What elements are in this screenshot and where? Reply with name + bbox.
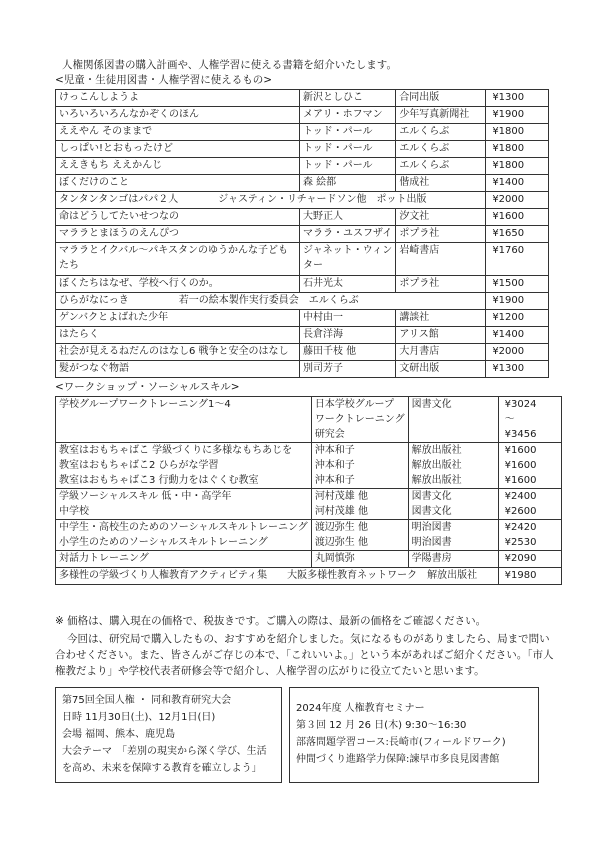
book-publisher-line: 図書文化 — [411, 506, 452, 517]
book-publisher-line: 明治図書 — [411, 522, 452, 533]
book-price: ¥1800 — [486, 124, 549, 141]
book-author: メアリ・ホフマン — [300, 107, 396, 124]
book-publisher: 偕成社 — [396, 175, 486, 192]
book-title: 社会が見えるねだんのはなし6 戦争と安全のはなし — [56, 344, 300, 361]
book-price-line: ¥1600 — [504, 475, 537, 486]
book-publisher: 文研出版 — [396, 361, 486, 378]
book-title-line: 小学生のためのソーシャルスキルトレーニング — [59, 537, 268, 548]
table-row — [56, 226, 549, 243]
book-author — [311, 520, 408, 551]
book-title — [56, 397, 312, 443]
book-publisher: 汐文社 — [396, 209, 486, 226]
book-title: いろいろいろんなかぞくのほん — [56, 107, 300, 124]
book-price: ¥2000 — [486, 192, 549, 209]
conference-theme-2: を高め、未来を保障する教育を確立しよう」 — [62, 763, 262, 774]
book-price — [498, 551, 561, 568]
book-price: ¥1300 — [486, 361, 549, 378]
children-books-table — [55, 89, 549, 378]
book-entry-merged: タンタンタンゴはパパ２人 ジャスティン・リチャードソン他 ポット出版 — [56, 192, 486, 209]
book-author — [311, 551, 408, 568]
book-author-line: 日本学校グループ — [314, 399, 395, 410]
book-author: トッド・パール — [300, 124, 396, 141]
book-title: 髪がつなぐ物語 — [56, 361, 300, 378]
price-note: ※ 価格は、購入現在の価格で、税抜きです。ご購入の際は、最新の価格をご確認ください。 — [55, 615, 487, 627]
book-publisher: 合同出版 — [396, 90, 486, 107]
conference-date: 日時 11月30日(土)、12月1日(日) — [62, 712, 216, 723]
book-price: ¥1650 — [486, 226, 549, 243]
book-title: ええやん そのままで — [56, 124, 300, 141]
book-price-line: ¥2600 — [504, 506, 537, 517]
book-price-line: ¥2090 — [504, 553, 537, 564]
book-title-line: 教室はおもちゃばこ2 ひらがな学習 — [59, 460, 219, 471]
book-price: ¥1800 — [486, 158, 549, 175]
workshop-books-table — [55, 396, 562, 585]
book-author: 別司芳子 — [300, 361, 396, 378]
book-price: ¥1600 — [486, 209, 549, 226]
book-publisher — [408, 520, 498, 551]
book-author-line: 研究会 — [314, 429, 345, 440]
seminar-course-2: 仲間づくり進路学力保障:諫早市多良見図書館 — [296, 754, 500, 765]
book-price: ¥1400 — [486, 175, 549, 192]
book-author-line: 沖本和子 — [314, 460, 355, 471]
book-author: ジャネット・ウィンター — [300, 243, 396, 276]
book-price-line: ¥2530 — [504, 537, 537, 548]
book-author-line: 沖本和子 — [314, 475, 355, 486]
book-title-line: 学級ソーシャルスキル 低・中・高学年 — [59, 491, 232, 502]
book-price: ¥1400 — [486, 327, 549, 344]
book-publisher: 大月書店 — [396, 344, 486, 361]
book-publisher-line: 解放出版社 — [411, 445, 462, 456]
book-title: マララとイクバル～パキスタンのゆうかんな子どもたち — [56, 243, 300, 276]
conference-theme-1: 大会テーマ 「差別の現実から深く学び、生活 — [62, 746, 267, 757]
book-author-line: 渡辺弥生 他 — [314, 537, 368, 548]
book-publisher: エルくらぶ — [396, 158, 486, 175]
book-author — [311, 489, 408, 520]
book-price: ¥1200 — [486, 310, 549, 327]
section1-title: <児童・生徒用図書・人権学習に使えるもの> — [55, 74, 273, 86]
book-author: 中村由一 — [300, 310, 396, 327]
seminar-course-1: 部落問題学習コース:長崎市(フィールドワーク) — [296, 737, 506, 748]
seminar-info-box — [289, 687, 539, 783]
book-publisher: エルくらぶ — [396, 141, 486, 158]
book-title-line: 学校グループワークトレーニング1～4 — [59, 399, 231, 410]
book-price: ¥1900 — [486, 293, 549, 310]
table-row — [56, 293, 549, 310]
book-publisher — [408, 551, 498, 568]
intro-text: 人権関係図書の購入計画や、人権学習に使える書籍を紹介いたします。 — [62, 59, 397, 71]
table-row — [56, 276, 549, 293]
book-author-line: ワークトレーニング — [314, 414, 405, 425]
book-price: ¥1760 — [486, 243, 549, 276]
book-author: 藤田千枝 他 — [300, 344, 396, 361]
book-publisher — [408, 397, 498, 443]
conference-venue: 会場 福岡、熊本、鹿児島 — [62, 729, 176, 740]
table-row — [56, 158, 549, 175]
book-publisher: ポプラ社 — [396, 276, 486, 293]
book-author-line: 沖本和子 — [314, 445, 355, 456]
table-row — [56, 192, 549, 209]
book-author-line: 河村茂雄 他 — [314, 491, 368, 502]
conference-info-box — [55, 687, 282, 783]
book-author: 長倉洋海 — [300, 327, 396, 344]
seminar-title: 2024年度 人権教育セミナー — [296, 703, 425, 714]
book-title: はたらく — [56, 327, 300, 344]
book-author: 森 絵都 — [300, 175, 396, 192]
book-publisher: ポプラ社 — [396, 226, 486, 243]
table-row — [56, 327, 549, 344]
book-publisher-line: 解放出版社 — [411, 475, 462, 486]
table-row — [56, 124, 549, 141]
book-author: 新沢としひこ — [300, 90, 396, 107]
book-title: 命はどうしてたいせつなの — [56, 209, 300, 226]
book-author: トッド・パール — [300, 141, 396, 158]
book-author: トッド・パール — [300, 158, 396, 175]
table-row — [56, 107, 549, 124]
book-price — [498, 568, 561, 585]
section2-title: <ワークショップ・ソーシャルスキル> — [55, 381, 240, 393]
book-publisher: アリス館 — [396, 327, 486, 344]
book-author-line: 河村茂雄 他 — [314, 506, 368, 517]
table-row — [56, 310, 549, 327]
book-price-line: ¥1600 — [504, 445, 537, 456]
book-title — [56, 489, 312, 520]
table-row — [56, 489, 562, 520]
book-title: けっこんしようよ — [56, 90, 300, 107]
book-price: ¥1500 — [486, 276, 549, 293]
table-row — [56, 141, 549, 158]
book-author: 大野正人 — [300, 209, 396, 226]
book-price: ¥1300 — [486, 90, 549, 107]
book-price-line: ¥1980 — [504, 570, 537, 581]
seminar-date: 第３回 12 月 26 日(木) 9:30～16:30 — [296, 720, 467, 731]
book-publisher-line: 学陽書房 — [411, 553, 452, 564]
book-publisher — [408, 489, 498, 520]
book-title: ぼくだけのこと — [56, 175, 300, 192]
book-title — [56, 551, 312, 568]
book-author: 石井光太 — [300, 276, 396, 293]
book-title: ええきもち ええかんじ — [56, 158, 300, 175]
table-row — [56, 175, 549, 192]
book-price-line: ¥2420 — [504, 522, 537, 533]
book-price: ¥2000 — [486, 344, 549, 361]
book-title: ゲンバクとよばれた少年 — [56, 310, 300, 327]
book-publisher: 少年写真新聞社 — [396, 107, 486, 124]
table-row — [56, 551, 562, 568]
book-author-line: 丸岡慎弥 — [314, 553, 355, 564]
book-title: しっぱい!とおもったけど — [56, 141, 300, 158]
book-price — [498, 397, 561, 443]
table-row — [56, 443, 562, 489]
table-row — [56, 344, 549, 361]
table-row — [56, 209, 549, 226]
table-row — [56, 361, 549, 378]
table-row — [56, 243, 549, 276]
book-price: ¥1800 — [486, 141, 549, 158]
table-row — [56, 520, 562, 551]
table-row — [56, 568, 562, 585]
book-price-line: ¥2400 — [504, 491, 537, 502]
book-title-line: 教室はおもちゃばこ 学級づくりに多様なもちあじを — [59, 445, 293, 456]
book-publisher-line: 図書文化 — [411, 491, 452, 502]
book-title-line: 教室はおもちゃばこ3 行動力をはぐくむ教室 — [59, 475, 259, 486]
book-publisher: エルくらぶ — [396, 124, 486, 141]
book-price-line: ¥3456 — [504, 429, 537, 440]
book-title-line: 中学生・高校生のためのソーシャルスキルトレーニング — [59, 522, 308, 533]
book-price-line: ～ — [504, 414, 515, 425]
book-price — [498, 443, 561, 489]
book-price — [498, 520, 561, 551]
book-title — [56, 443, 312, 489]
book-author — [311, 443, 408, 489]
book-title — [56, 520, 312, 551]
book-author: マララ・ユスフザイ — [300, 226, 396, 243]
book-price-line: ¥3024 — [504, 399, 537, 410]
closing-message: 今回は、研究局で購入したもの、おすすめを紹介しました。気になるものがありましたら、局まで問い合わせください。また、皆さんがご存じの本で、「これいいよ。」という本があればご紹介ください。「市人権教だより」や学校代表者研修会等で紹介し、人権学習の広がりに役立てたいと思います。 — [55, 633, 554, 677]
book-price-line: ¥1600 — [504, 460, 537, 471]
book-price: ¥1900 — [486, 107, 549, 124]
book-entry-merged: ひらがなにっき 若一の絵本製作実行委員会 エルくらぶ — [56, 293, 486, 310]
book-title: マララとまほうのえんぴつ — [56, 226, 300, 243]
table-row — [56, 397, 562, 443]
conference-title: 第75回全国人権 ・ 同和教育研究大会 — [62, 695, 232, 706]
book-author-line: 渡辺弥生 他 — [314, 522, 368, 533]
book-author — [311, 397, 408, 443]
book-publisher-line: 解放出版社 — [411, 460, 462, 471]
table-row — [56, 90, 549, 107]
book-publisher-line: 明治図書 — [411, 537, 452, 548]
book-publisher — [408, 443, 498, 489]
book-price — [498, 489, 561, 520]
book-publisher-line: 図書文化 — [411, 399, 452, 410]
book-title-line: 中学校 — [59, 506, 89, 517]
book-publisher: 講談社 — [396, 310, 486, 327]
book-title: ぼくたちはなぜ、学校へ行くのか。 — [56, 276, 300, 293]
book-entry-merged: 多様性の学級づくり人権教育アクティビティ集 大阪多様性教育ネットワーク 解放出版社 — [56, 568, 499, 585]
book-title-line: 対話力トレーニング — [59, 553, 149, 564]
book-publisher: 岩崎書店 — [396, 243, 486, 276]
